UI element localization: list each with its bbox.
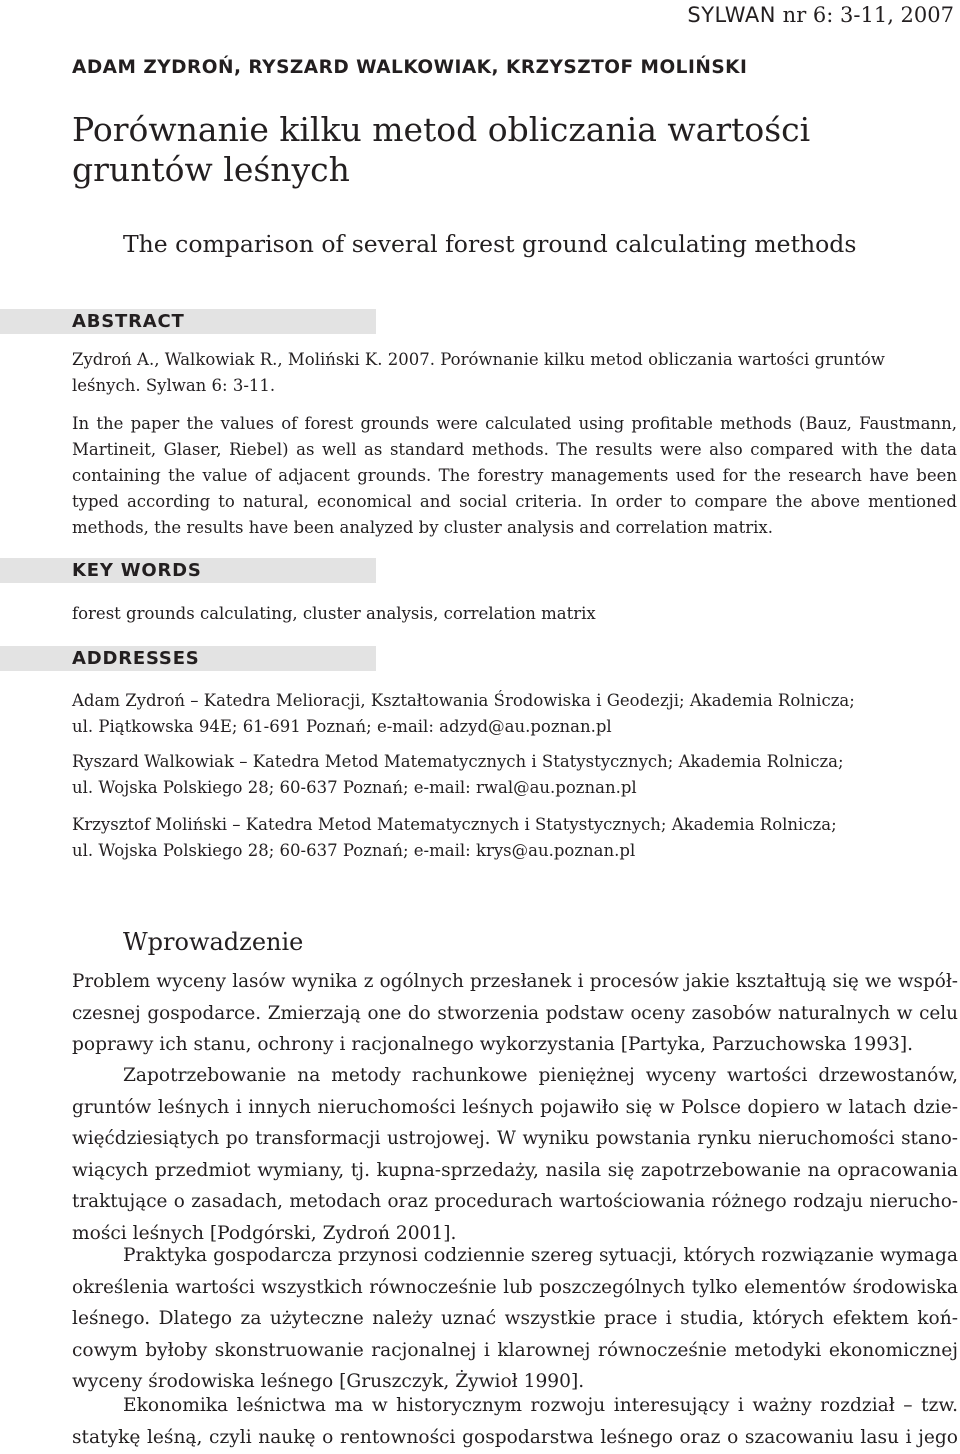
address-entry bbox=[72, 812, 957, 864]
journal-issue: nr 6: 3-11, 2007 bbox=[782, 3, 954, 27]
address-entry bbox=[72, 688, 957, 740]
address-line: ul. Wojska Polskiego 28; 60-637 Poznań; e-mail: krys@au.poznan.pl bbox=[72, 841, 636, 860]
address-line: Adam Zydroń – Katedra Melioracji, Kształtowania Środowiska i Geodezji; Akademia Rolnicza; bbox=[72, 691, 855, 710]
text-line: leśnego. Dlatego za użyteczne należy uznać wszystkie prace i studia, których efektem koń- bbox=[72, 1308, 958, 1329]
text-line: gruntów leśnych i innych nieruchomości leśnych pojawiło się w Polsce dopiero w latach dzie- bbox=[72, 1096, 958, 1118]
address-entry bbox=[72, 749, 957, 801]
text-line: czesnej gospodarce. Zmierzają one do stworzenia podstaw oceny zasobów naturalnych w celu bbox=[72, 1002, 958, 1024]
text-line: mości leśnych [Podgórski, Zydroń 2001]. bbox=[72, 1222, 457, 1244]
article-title: Porównanie kilku metod obliczania wartości gruntów leśnych bbox=[72, 110, 811, 189]
section-heading-introduction: Wprowadzenie bbox=[123, 928, 304, 956]
address-line: Ryszard Walkowiak – Katedra Metod Matematycznych i Statystycznych; Akademia Rolnicza; bbox=[72, 752, 844, 771]
text-line: cowym byłoby skonstruowanie racjonalnej i klarownej równocześnie metodyki ekonomicznej bbox=[72, 1339, 958, 1361]
address-line: ul. Piątkowska 94E; 61-691 Poznań; e-mail: adzyd@au.poznan.pl bbox=[72, 717, 612, 736]
text-line: wyceny środowiska leśnego [Gruszczyk, Żywioł 1990]. bbox=[72, 1371, 585, 1392]
text-line: Problem wyceny lasów wynika z ogólnych przesłanek i procesów jakie kształtują się we współ- bbox=[72, 971, 958, 992]
keywords-label: KEY WORDS bbox=[72, 560, 202, 581]
addresses-label: ADDRESSES bbox=[72, 648, 200, 669]
authors: ADAM ZYDROŃ, RYSZARD WALKOWIAK, KRZYSZTOF MOLIŃSKI bbox=[72, 57, 748, 78]
intro-paragraph-4 bbox=[72, 1390, 958, 1453]
text-line: wiących przedmiot wymiany, tj. kupna-sprzedaży, nasila się zapotrzebowanie na opracowania bbox=[72, 1159, 958, 1181]
abstract-citation: Zydroń A., Walkowiak R., Moliński K. 2007. Porównanie kilku metod obliczania wartości gruntów leśnych. Sylwan 6: 3-11. bbox=[72, 350, 885, 395]
keywords-text: forest grounds calculating, cluster analysis, correlation matrix bbox=[72, 604, 596, 623]
abstract-label: ABSTRACT bbox=[72, 311, 185, 332]
text-line: Praktyka gospodarcza przynosi codziennie szereg sytuacji, których rozwiązanie wymaga bbox=[123, 1245, 958, 1266]
text-line: traktujące o zasadach, metodach oraz procedurach wartościowania różnego rodzaju nierucho- bbox=[72, 1191, 958, 1212]
journal-citation bbox=[687, 2, 954, 28]
text-line: poprawy ich stanu, ochrony i racjonalnego wykorzystania [Partyka, Parzuchowska 1993]. bbox=[72, 1034, 914, 1055]
address-line: Krzysztof Moliński – Katedra Metod Matematycznych i Statystycznych; Akademia Rolnicza; bbox=[72, 815, 837, 834]
abstract-text: In the paper the values of forest grounds were calculated using profitable methods (Bauz, Faustmann, Martineit, Glaser, Riebel) as well as standard methods. The results were also compared with the data containing the value of adjacent grounds. The forestry managements used for the research have been typed according to natural, economical and social criteria. In order to compare the above mentioned methods, the results have been analyzed by cluster analysis and correlation matrix. bbox=[72, 414, 957, 537]
article-subtitle-english: The comparison of several forest ground calculating methods bbox=[123, 230, 857, 258]
abstract-label-bar bbox=[0, 309, 376, 334]
text-line: Zapotrzebowanie na metody rachunkowe pieniężnej wyceny wartości drzewostanów, bbox=[123, 1065, 958, 1086]
text-line: określenia wartości wszystkich równocześnie lub poszczególnych tylko elementów środowiska bbox=[72, 1276, 958, 1298]
text-line: statykę leśną, czyli naukę o rentowności gospodarstwa leśnego oraz o szacowaniu lasu i jego bbox=[72, 1426, 958, 1448]
intro-paragraph-3 bbox=[72, 1240, 958, 1398]
intro-paragraph-2 bbox=[72, 1060, 958, 1249]
text-line: więćdziesiątych po transformacji ustrojowej. W wyniku powstania rynku nieruchomości stano- bbox=[72, 1128, 958, 1149]
text-line: Ekonomika leśnictwa ma w historycznym rozwoju interesujący i ważny rozdział – tzw. bbox=[123, 1395, 958, 1416]
address-line: ul. Wojska Polskiego 28; 60-637 Poznań; e-mail: rwal@au.poznan.pl bbox=[72, 778, 637, 797]
intro-paragraph-1 bbox=[72, 966, 958, 1061]
journal-name: SYLWAN bbox=[687, 3, 776, 27]
